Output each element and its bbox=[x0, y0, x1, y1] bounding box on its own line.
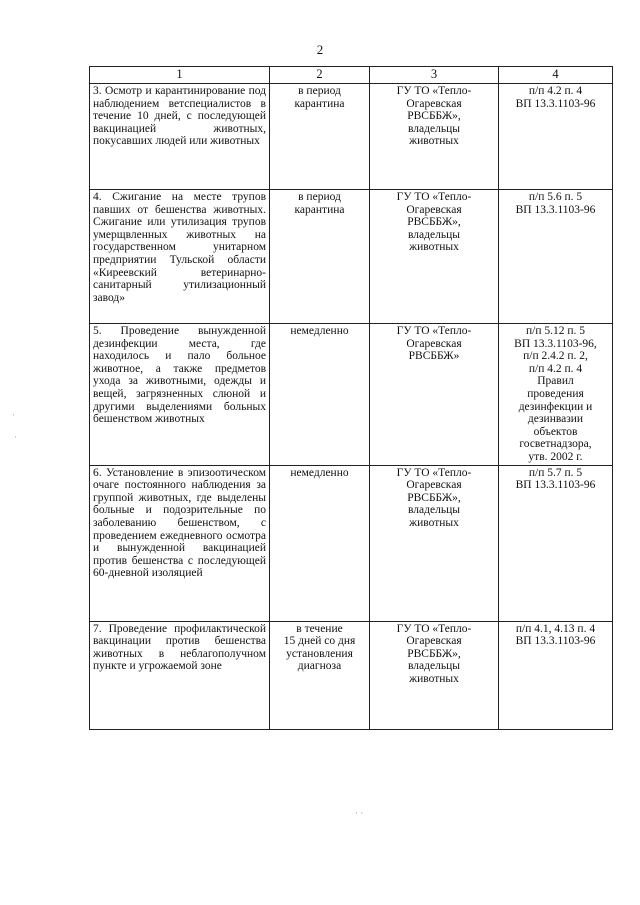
basis-cell: п/п 5.6 п. 5 ВП 13.3.1103-96 bbox=[499, 190, 613, 324]
term-cell: в период карантина bbox=[270, 84, 370, 190]
term-cell: в течение 15 дней со дня установления диагноза bbox=[270, 621, 370, 729]
basis-cell: п/п 5.7 п. 5 ВП 13.3.1103-96 bbox=[499, 465, 613, 621]
measure-cell: 3. Осмотр и карантинирование под наблюдением ветспециалистов в течение 10 дней, с последующей вакцинацией животных, покусавших людей или животных bbox=[90, 84, 270, 190]
table-row bbox=[90, 84, 613, 190]
scan-speck: · · bbox=[355, 808, 364, 818]
executor-cell: ГУ ТО «Тепло- Огаревская РВСББЖ», владельцы животных bbox=[370, 621, 499, 729]
executor-cell: ГУ ТО «Тепло- Огаревская РВСББЖ», владельцы животных bbox=[370, 190, 499, 324]
measure-cell: 4. Сжигание на месте трупов павших от бешенства животных. Сжигание или утилизация трупов умерщвленных животных на государственном унитарном предприятии Тульской области «Киреевский ветеринарно-санитарный утилизационный завод» bbox=[90, 190, 270, 324]
executor-cell: ГУ ТО «Тепло- Огаревская РВСББЖ» bbox=[370, 324, 499, 466]
term-cell: в период карантина bbox=[270, 190, 370, 324]
column-header: 2 bbox=[270, 67, 370, 84]
table-row bbox=[90, 465, 613, 621]
column-header: 4 bbox=[499, 67, 613, 84]
basis-cell: п/п 4.2 п. 4 ВП 13.3.1103-96 bbox=[499, 84, 613, 190]
column-header: 3 bbox=[370, 67, 499, 84]
basis-cell: п/п 4.1, 4.13 п. 4 ВП 13.3.1103-96 bbox=[499, 621, 613, 729]
table-header-row bbox=[90, 67, 613, 84]
measure-cell: 6. Установление в эпизоотическом очаге постоянного наблюдения за группой животных, где выделены больные и подозрительные по заболеванию бешенством, с проведением ежедневного осмотра и вынужденной вакцинацией против бешенства с последующей 60-дневной изоляцией bbox=[90, 465, 270, 621]
page-number: 2 bbox=[316, 42, 324, 57]
table-row bbox=[90, 190, 613, 324]
measure-cell: 5. Проведение вынужденной дезинфекции места, где находилось и пало больное животное, а также предметов ухода за животными, одежды и вещей, загрязненных слюной и другими выделениями больных бешенством животных bbox=[90, 324, 270, 466]
table-row bbox=[90, 621, 613, 729]
term-cell: немедленно bbox=[270, 465, 370, 621]
measure-cell: 7. Проведение профилактической вакцинации против бешенства животных в неблагополучном пункте и угрожаемой зоне bbox=[90, 621, 270, 729]
basis-cell: п/п 5.12 п. 5 ВП 13.3.1103-96, п/п 2.4.2 п. 2, п/п 4.2 п. 4 Правил проведения дезинфекции и дезинвазии объектов госветнадзора, утв. 2002 г. bbox=[499, 324, 613, 466]
executor-cell: ГУ ТО «Тепло- Огаревская РВСББЖ», владельцы животных bbox=[370, 84, 499, 190]
executor-cell: ГУ ТО «Тепло- Огаревская РВСББЖ», владельцы животных bbox=[370, 465, 499, 621]
column-header: 1 bbox=[90, 67, 270, 84]
scan-speck: · bbox=[14, 432, 17, 442]
measures-table bbox=[89, 66, 613, 730]
scan-speck: · bbox=[12, 410, 15, 420]
term-cell: немедленно bbox=[270, 324, 370, 466]
table-row bbox=[90, 324, 613, 466]
